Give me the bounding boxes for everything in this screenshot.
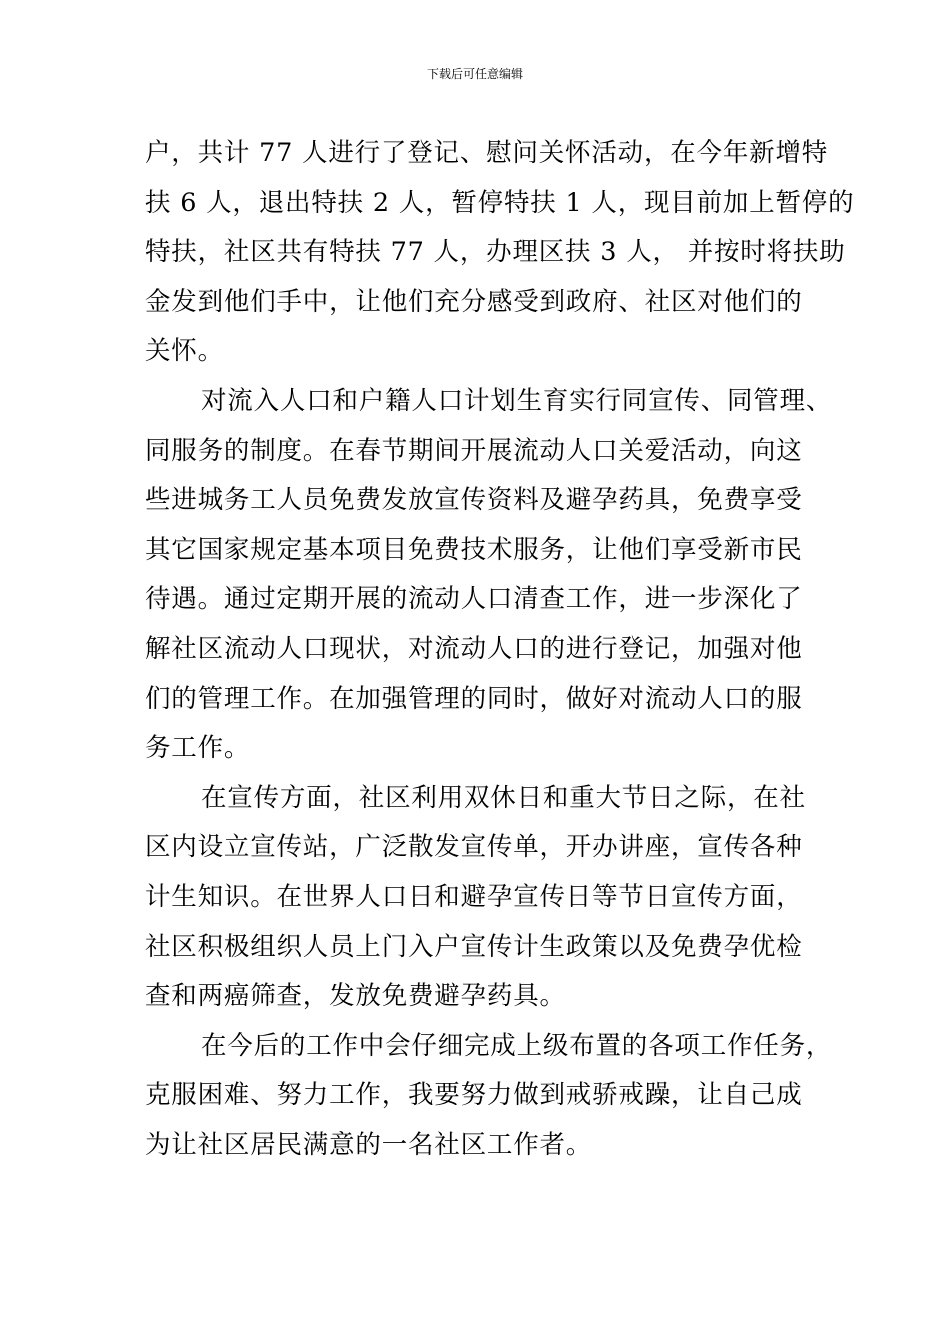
- text-line: 关怀。: [145, 336, 224, 367]
- text-line: 其它国家规定基本项目免费技术服务，让他们享受新市民: [145, 534, 803, 565]
- text-line: 克服困难、努力工作，我要努力做到戒骄戒躁，让自己成: [145, 1080, 803, 1111]
- paragraph-2: [145, 377, 833, 774]
- text-line: 计生知识。在世界人口日和避孕宣传日等节日宣传方面，: [145, 881, 803, 912]
- text-line: 在宣传方面，社区利用双休日和重大节日之际，在社: [201, 782, 806, 813]
- text-line: 些进城务工人员免费发放宣传资料及避孕药具，免费享受: [145, 485, 803, 516]
- text-line: 解社区流动人口现状，对流动人口的进行登记，加强对他: [145, 633, 803, 664]
- text-line: 查和两癌筛查，发放免费避孕药具。: [145, 981, 566, 1012]
- text-line: 同服务的制度。在春节期间开展流动人口关爱活动，向这: [145, 435, 803, 466]
- text-line: 在今后的工作中会仔细完成上级布置的各项工作任务，: [201, 1030, 833, 1061]
- text-line: 们的管理工作。在加强管理的同时，做好对流动人口的服: [145, 683, 803, 714]
- text-line: 待遇。通过定期开展的流动人口清查工作，进一步深化了: [145, 584, 803, 615]
- text-line: 区内设立宣传站，广泛散发宣传单，开办讲座，宣传各种: [145, 832, 803, 863]
- paragraph-4: [145, 1022, 833, 1171]
- text-line: 金发到他们手中，让他们充分感受到政府、社区对他们的: [145, 286, 803, 317]
- paragraph-1: [145, 129, 855, 377]
- text-line: 特扶，社区共有特扶 77 人，办理区扶 3 人， 并按时将扶助: [145, 237, 846, 268]
- text-line: 对流入人口和户籍人口计划生育实行同宣传、同管理、: [201, 385, 833, 416]
- text-line: 扶 6 人，退出特扶 2 人，暂停特扶 1 人，现目前加上暂停的: [145, 187, 855, 218]
- text-line: 户，共计 77 人进行了登记、慰问关怀活动，在今年新增特: [145, 138, 829, 168]
- page-header: 下载后可任意编辑: [426, 67, 523, 81]
- text-line: 务工作。: [145, 733, 251, 764]
- text-line: 为让社区居民满意的一名社区工作者。: [145, 1129, 593, 1160]
- document-body: [145, 129, 855, 1170]
- text-line: 社区积极组织人员上门入户宣传计生政策以及免费孕优检: [145, 931, 803, 962]
- paragraph-3: [145, 774, 809, 1022]
